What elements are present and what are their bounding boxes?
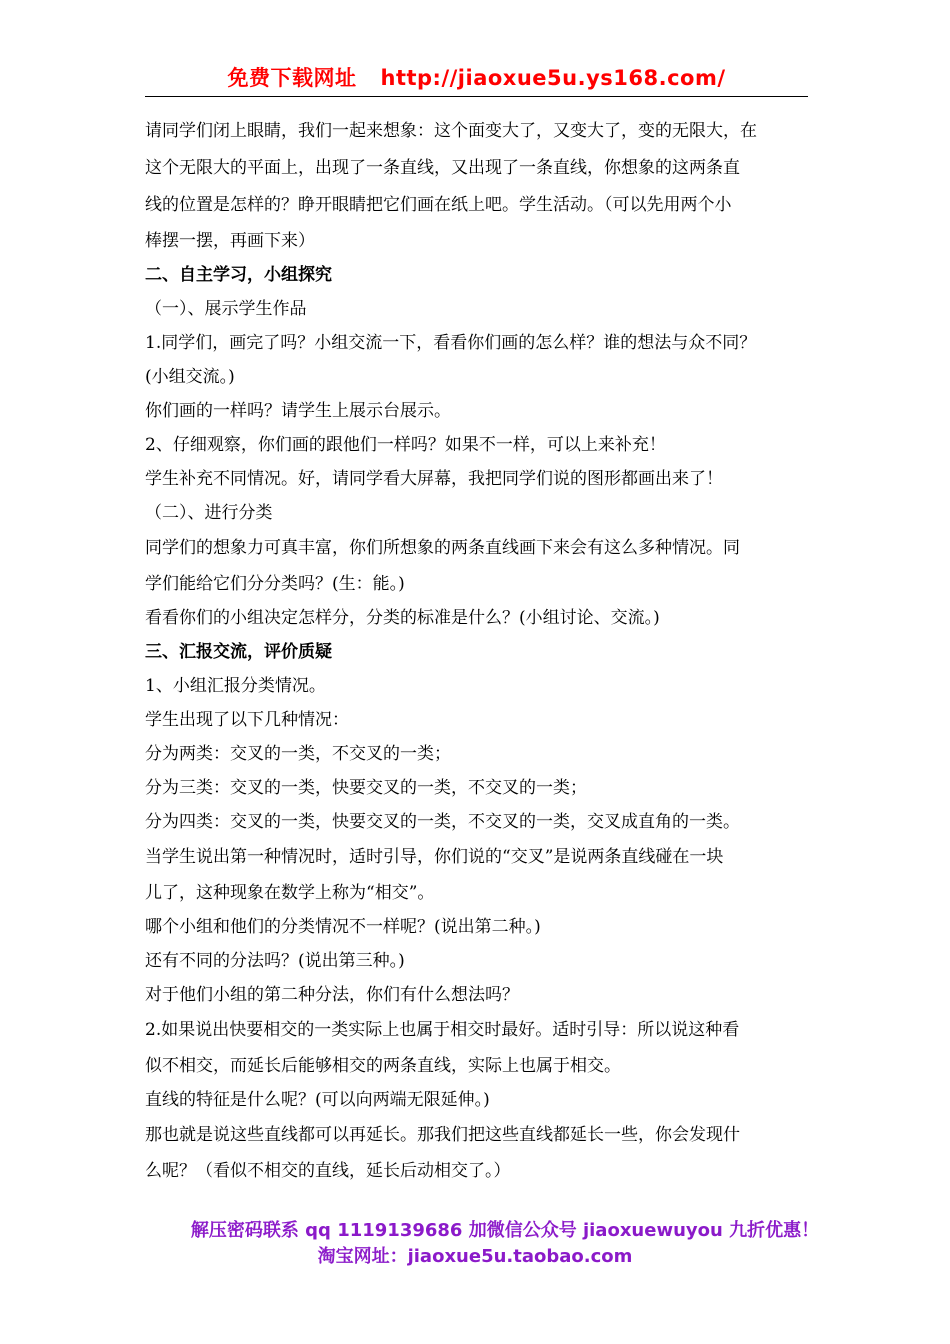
download-header xyxy=(145,62,808,92)
text-line: 直线的特征是什么呢？(可以向两端无限延伸。) xyxy=(145,1090,490,1110)
section-heading: 二、自主学习，小组探究 xyxy=(145,265,332,285)
text-line: 对于他们小组的第二种分法，你们有什么想法吗？ xyxy=(145,985,519,1005)
text-line: 分为两类：交叉的一类，不交叉的一类； xyxy=(145,744,451,764)
text-line: 看看你们的小组决定怎样分，分类的标准是什么？(小组讨论、交流。) xyxy=(145,608,660,628)
text-line: 还有不同的分法吗？(说出第三种。) xyxy=(145,951,405,971)
text-line: 学生出现了以下几种情况： xyxy=(145,710,349,730)
text-line: 请同学们闭上眼睛，我们一起来想象：这个面变大了，又变大了，变的无限大，在 xyxy=(145,121,757,141)
text-line: 似不相交，而延长后能够相交的两条直线，实际上也属于相交。 xyxy=(145,1056,621,1076)
text-line: 1、小组汇报分类情况。 xyxy=(145,676,326,696)
text-line: （一）、展示学生作品 xyxy=(145,299,307,319)
text-line: 2、仔细观察，你们画的跟他们一样吗？如果不一样，可以上来补充！ xyxy=(145,435,666,455)
text-line: 这个无限大的平面上，出现了一条直线，又出现了一条直线，你想象的这两条直 xyxy=(145,158,740,178)
text-line: (小组交流。) xyxy=(145,367,235,387)
text-line: 那也就是说这些直线都可以再延长。那我们把这些直线都延长一些，你会发现什 xyxy=(145,1125,740,1145)
text-line: 学们能给它们分分类吗？(生：能。) xyxy=(145,574,405,594)
text-line: 当学生说出第一种情况时，适时引导，你们说的“交叉”是说两条直线碰在一块 xyxy=(145,847,724,867)
footer-taobao-line[interactable]: 淘宝网址：jiaoxue5u.taobao.com xyxy=(317,1246,633,1267)
text-line: （二）、进行分类 xyxy=(145,503,273,523)
text-line: 分为三类：交叉的一类，快要交叉的一类，不交叉的一类； xyxy=(145,778,587,798)
text-line: 儿了，这种现象在数学上称为“相交”。 xyxy=(145,883,435,903)
header-url[interactable]: http://jiaoxue5u.ys168.com/ xyxy=(380,66,726,90)
text-line: 2.如果说出快要相交的一类实际上也属于相交时最好。适时引导：所以说这种看 xyxy=(145,1020,740,1040)
header-label: 免费下载网址 xyxy=(227,66,357,90)
text-line: 分为四类：交叉的一类，快要交叉的一类，不交叉的一类，交叉成直角的一类。 xyxy=(145,812,740,832)
text-line: 线的位置是怎样的？睁开眼睛把它们画在纸上吧。学生活动。（可以先用两个小 xyxy=(145,195,732,215)
text-line: 棒摆一摆，再画下来） xyxy=(145,231,315,251)
promo-footer xyxy=(0,1218,950,1270)
text-line: 同学们的想象力可真丰富，你们所想象的两条直线画下来会有这么多种情况。同 xyxy=(145,538,740,558)
text-line: 哪个小组和他们的分类情况不一样呢？(说出第二种。) xyxy=(145,917,541,937)
text-line: 你们画的一样吗？请学生上展示台展示。 xyxy=(145,401,451,421)
section-heading: 三、汇报交流，评价质疑 xyxy=(145,642,332,662)
header-divider xyxy=(145,96,808,97)
document-body xyxy=(145,113,815,1188)
text-line: 学生补充不同情况。好，请同学看大屏幕，我把同学们说的图形都画出来了！ xyxy=(145,469,723,489)
text-line: 么呢？（看似不相交的直线，延长后动相交了。） xyxy=(145,1161,511,1181)
text-line: 1.同学们，画完了吗？小组交流一下，看看你们画的怎么样？谁的想法与众不同？ xyxy=(145,333,757,353)
footer-contact-line: 解压密码联系 qq 1119139686 加微信公众号 jiaoxuewuyou 九折优惠！ xyxy=(190,1220,820,1241)
